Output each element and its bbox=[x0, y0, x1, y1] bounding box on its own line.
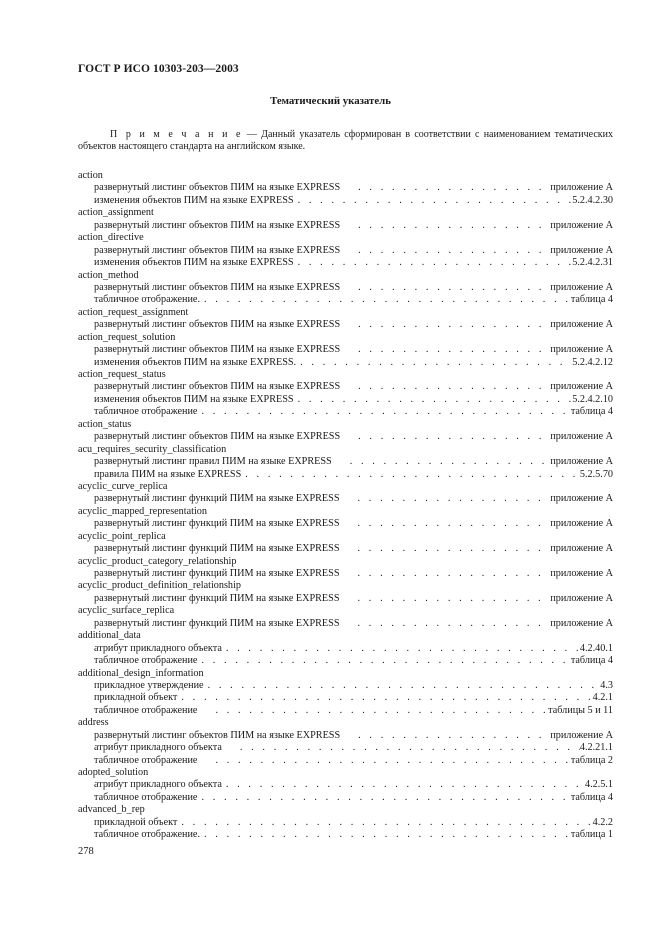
dot-leader bbox=[354, 319, 550, 331]
index-term: address bbox=[78, 717, 109, 729]
index-term: action_assignment bbox=[78, 207, 154, 219]
subentry-reference: таблица 4 bbox=[570, 791, 613, 803]
subentry-reference: приложение А bbox=[550, 219, 613, 231]
dot-leader bbox=[346, 456, 551, 468]
index-subentry bbox=[78, 568, 613, 580]
index-subentry bbox=[78, 493, 613, 505]
subentry-reference: таблица 4 bbox=[570, 406, 613, 418]
subentry-text: табличное отображение bbox=[94, 406, 198, 418]
index-subentry bbox=[78, 394, 613, 406]
subentry-text: табличное отображение. bbox=[94, 294, 200, 306]
subentry-reference: 4.2.1 bbox=[592, 692, 613, 704]
subentry-reference: таблица 4 bbox=[570, 655, 613, 667]
subentry-reference: 5.2.4.2.31 bbox=[572, 257, 613, 269]
subentry-text: развернутый листинг функций ПИМ на языке EXPRESS bbox=[94, 493, 340, 505]
subentry-reference: приложение А bbox=[550, 518, 613, 530]
subentry-reference: таблица 4 bbox=[570, 294, 613, 306]
index-subentry bbox=[78, 655, 613, 667]
index-term: acyclic_point_replica bbox=[78, 530, 166, 542]
subentry-reference: приложение А bbox=[550, 568, 613, 579]
index-term: action_directive bbox=[78, 232, 144, 244]
index-subentry bbox=[78, 643, 613, 655]
dot-leader bbox=[354, 730, 550, 742]
subentry-text: атрибут прикладного объекта bbox=[94, 642, 222, 654]
dot-leader bbox=[294, 394, 573, 406]
document-header: ГОСТ Р ИСО 10303-203—2003 bbox=[78, 63, 239, 75]
note-text: — Данный указатель сформирован в соответствии с наименованием тематических объектов настоящего стандарта на английском языке. bbox=[78, 129, 613, 153]
subentry-reference: таблица 2 bbox=[570, 754, 613, 766]
subentry-reference: приложение А bbox=[550, 381, 613, 393]
dot-leader bbox=[222, 779, 585, 791]
index-term: acyclic_product_definition_relationship bbox=[78, 580, 241, 592]
index-subentry bbox=[78, 705, 613, 717]
index-subentry bbox=[78, 518, 613, 530]
subentry-reference: 4.3 bbox=[600, 679, 613, 691]
subentry-reference: 5.2.4.2.12 bbox=[572, 356, 613, 368]
subentry-reference: приложение А bbox=[550, 319, 613, 331]
index-subentry bbox=[78, 381, 613, 393]
dot-leader bbox=[294, 195, 573, 207]
dot-leader bbox=[197, 655, 570, 667]
subentry-reference: 5.2.4.2.30 bbox=[572, 194, 613, 206]
subentry-reference: таблицы 5 и 11 bbox=[548, 704, 613, 716]
subentry-text: развернутый листинг объектов ПИМ на языке EXPRESS bbox=[94, 244, 341, 256]
index-term: action bbox=[78, 170, 103, 181]
index-subentry bbox=[78, 742, 613, 754]
subentry-text: развернутый листинг объектов ПИМ на языке EXPRESS bbox=[94, 319, 341, 331]
subentry-reference: приложение А bbox=[550, 456, 613, 468]
subentry-reference: приложение А bbox=[550, 729, 613, 741]
dot-leader bbox=[353, 618, 550, 630]
subentry-text: атрибут прикладного объекта bbox=[94, 779, 222, 791]
dot-leader bbox=[354, 431, 550, 443]
subentry-reference: приложение А bbox=[550, 493, 613, 505]
dot-leader bbox=[197, 792, 570, 804]
subentry-text: атрибут прикладного объекта bbox=[94, 742, 222, 754]
subentry-reference: 5.2.4.2.10 bbox=[572, 393, 613, 405]
subentry-text: правила ПИМ на языке EXPRESS bbox=[94, 468, 242, 480]
subentry-text: развернутый листинг функций ПИМ на языке EXPRESS bbox=[94, 568, 340, 579]
subentry-reference: приложение А bbox=[550, 344, 613, 356]
index-term: adopted_solution bbox=[78, 767, 149, 778]
index-subentry bbox=[78, 294, 613, 306]
subentry-text: развернутый листинг функций ПИМ на языке EXPRESS bbox=[94, 543, 340, 555]
dot-leader bbox=[353, 568, 550, 580]
index-term: acyclic_mapped_representation bbox=[78, 505, 207, 517]
dot-leader bbox=[200, 829, 571, 841]
dot-leader bbox=[294, 257, 573, 269]
index-term: acyclic_surface_replica bbox=[78, 605, 175, 617]
index-term: action_request_solution bbox=[78, 331, 176, 343]
index-subentry bbox=[78, 319, 613, 331]
subentry-reference: 4.2.5.1 bbox=[584, 779, 613, 791]
index-term: additional_data bbox=[78, 630, 141, 642]
index-term: additional_design_information bbox=[78, 667, 204, 679]
index-term: action_request_assignment bbox=[78, 306, 189, 318]
subentry-text: развернутый листинг функций ПИМ на языке EXPRESS bbox=[94, 617, 340, 629]
subentry-text: развернутый листинг объектов ПИМ на языке EXPRESS bbox=[94, 281, 341, 293]
index-subentry bbox=[78, 779, 613, 791]
index-subentry bbox=[78, 618, 613, 630]
subentry-reference: 4.2.40.1 bbox=[579, 642, 613, 654]
subentry-text: развернутый листинг правил ПИМ на языке EXPRESS bbox=[94, 456, 332, 468]
subentry-reference: 4.2.2 bbox=[592, 816, 613, 828]
index-subentry bbox=[78, 543, 613, 555]
index-subentry bbox=[78, 406, 613, 418]
subentry-text: табличное отображение bbox=[94, 704, 198, 716]
dot-leader bbox=[177, 817, 592, 829]
index-subentry bbox=[78, 817, 613, 829]
subentry-text: развернутый листинг объектов ПИМ на языке EXPRESS bbox=[94, 381, 341, 393]
dot-leader bbox=[354, 245, 550, 257]
index-subentry bbox=[78, 755, 613, 767]
subentry-text: изменения объектов ПИМ на языке EXPRESS bbox=[94, 257, 294, 269]
subentry-text: изменения объектов ПИМ на языке EXPRESS bbox=[94, 194, 294, 206]
subentry-reference: приложение А bbox=[550, 244, 613, 256]
subentry-text: прикладной объект bbox=[94, 816, 178, 828]
index-subentry bbox=[78, 282, 613, 294]
dot-leader bbox=[197, 406, 570, 418]
index-subentry bbox=[78, 469, 613, 481]
index-subentry bbox=[78, 792, 613, 804]
dot-leader bbox=[241, 469, 580, 481]
index-subentry bbox=[78, 593, 613, 605]
subentry-text: табличное отображение bbox=[94, 754, 198, 766]
dot-leader bbox=[354, 282, 550, 294]
subject-index bbox=[78, 170, 613, 842]
index-term: acu_requires_security_classification bbox=[78, 443, 227, 455]
index-subentry bbox=[78, 344, 613, 356]
dot-leader bbox=[200, 294, 571, 306]
subentry-reference: приложение А bbox=[550, 281, 613, 293]
subentry-reference: приложение А bbox=[550, 617, 613, 629]
dot-leader bbox=[204, 680, 601, 692]
subentry-reference: приложение А bbox=[550, 543, 613, 555]
index-term: acyclic_curve_replica bbox=[78, 480, 168, 492]
subentry-text: развернутый листинг объектов ПИМ на языке EXPRESS bbox=[94, 182, 341, 194]
dot-leader bbox=[353, 518, 550, 530]
dot-leader bbox=[353, 543, 550, 555]
dot-leader bbox=[353, 493, 550, 505]
index-title: Тематический указатель bbox=[270, 95, 391, 107]
index-subentry bbox=[78, 245, 613, 257]
dot-leader bbox=[354, 182, 550, 194]
index-term: acyclic_product_category_relationship bbox=[78, 555, 237, 567]
subentry-text: развернутый листинг объектов ПИМ на языке EXPRESS bbox=[94, 344, 341, 356]
index-term: advanced_b_rep bbox=[78, 804, 145, 816]
index-subentry bbox=[78, 829, 613, 841]
dot-leader bbox=[211, 755, 570, 767]
dot-leader bbox=[354, 344, 550, 356]
index-subentry bbox=[78, 220, 613, 232]
page-number: 278 bbox=[78, 846, 94, 857]
dot-leader bbox=[236, 742, 580, 754]
subentry-reference: приложение А bbox=[550, 182, 613, 194]
subentry-text: развернутый листинг функций ПИМ на языке EXPRESS bbox=[94, 592, 340, 604]
dot-leader bbox=[296, 357, 572, 369]
dot-leader bbox=[211, 705, 548, 717]
subentry-text: табличное отображение. bbox=[94, 829, 200, 841]
note-label: П р и м е ч а н и е bbox=[110, 129, 243, 140]
index-subentry bbox=[78, 431, 613, 443]
index-subentry bbox=[78, 257, 613, 269]
subentry-reference: приложение А bbox=[550, 592, 613, 604]
index-term: action_status bbox=[78, 418, 132, 430]
index-subentry bbox=[78, 456, 613, 468]
index-subentry bbox=[78, 357, 613, 369]
subentry-text: прикладной объект bbox=[94, 692, 178, 704]
index-subentry bbox=[78, 730, 613, 742]
note-paragraph bbox=[78, 129, 613, 154]
subentry-text: табличное отображение bbox=[94, 655, 198, 667]
subentry-text: развернутый листинг объектов ПИМ на языке EXPRESS bbox=[94, 219, 341, 231]
subentry-text: табличное отображение bbox=[94, 791, 198, 803]
subentry-reference: 5.2.5.70 bbox=[579, 468, 613, 480]
subentry-text: развернутый листинг функций ПИМ на языке EXPRESS bbox=[94, 518, 340, 530]
subentry-text: развернутый листинг объектов ПИМ на языке EXPRESS bbox=[94, 729, 341, 741]
subentry-text: прикладное утверждение bbox=[94, 679, 204, 691]
subentry-reference: таблица 1 bbox=[570, 829, 613, 841]
dot-leader bbox=[354, 381, 550, 393]
index-subentry bbox=[78, 182, 613, 194]
index-subentry bbox=[78, 195, 613, 207]
subentry-reference: приложение А bbox=[550, 431, 613, 443]
index-term: action_request_status bbox=[78, 369, 166, 380]
dot-leader bbox=[353, 593, 550, 605]
index-subentry bbox=[78, 680, 613, 692]
dot-leader bbox=[177, 692, 592, 704]
index-term: action_method bbox=[78, 269, 139, 281]
dot-leader bbox=[354, 220, 550, 232]
subentry-text: изменения объектов ПИМ на языке EXPRESS bbox=[94, 393, 294, 405]
index-subentry bbox=[78, 692, 613, 704]
subentry-reference: 4.2.21.1 bbox=[579, 742, 613, 754]
subentry-text: изменения объектов ПИМ на языке EXPRESS. bbox=[94, 356, 297, 368]
dot-leader bbox=[222, 643, 580, 655]
subentry-text: развернутый листинг объектов ПИМ на языке EXPRESS bbox=[94, 431, 341, 443]
